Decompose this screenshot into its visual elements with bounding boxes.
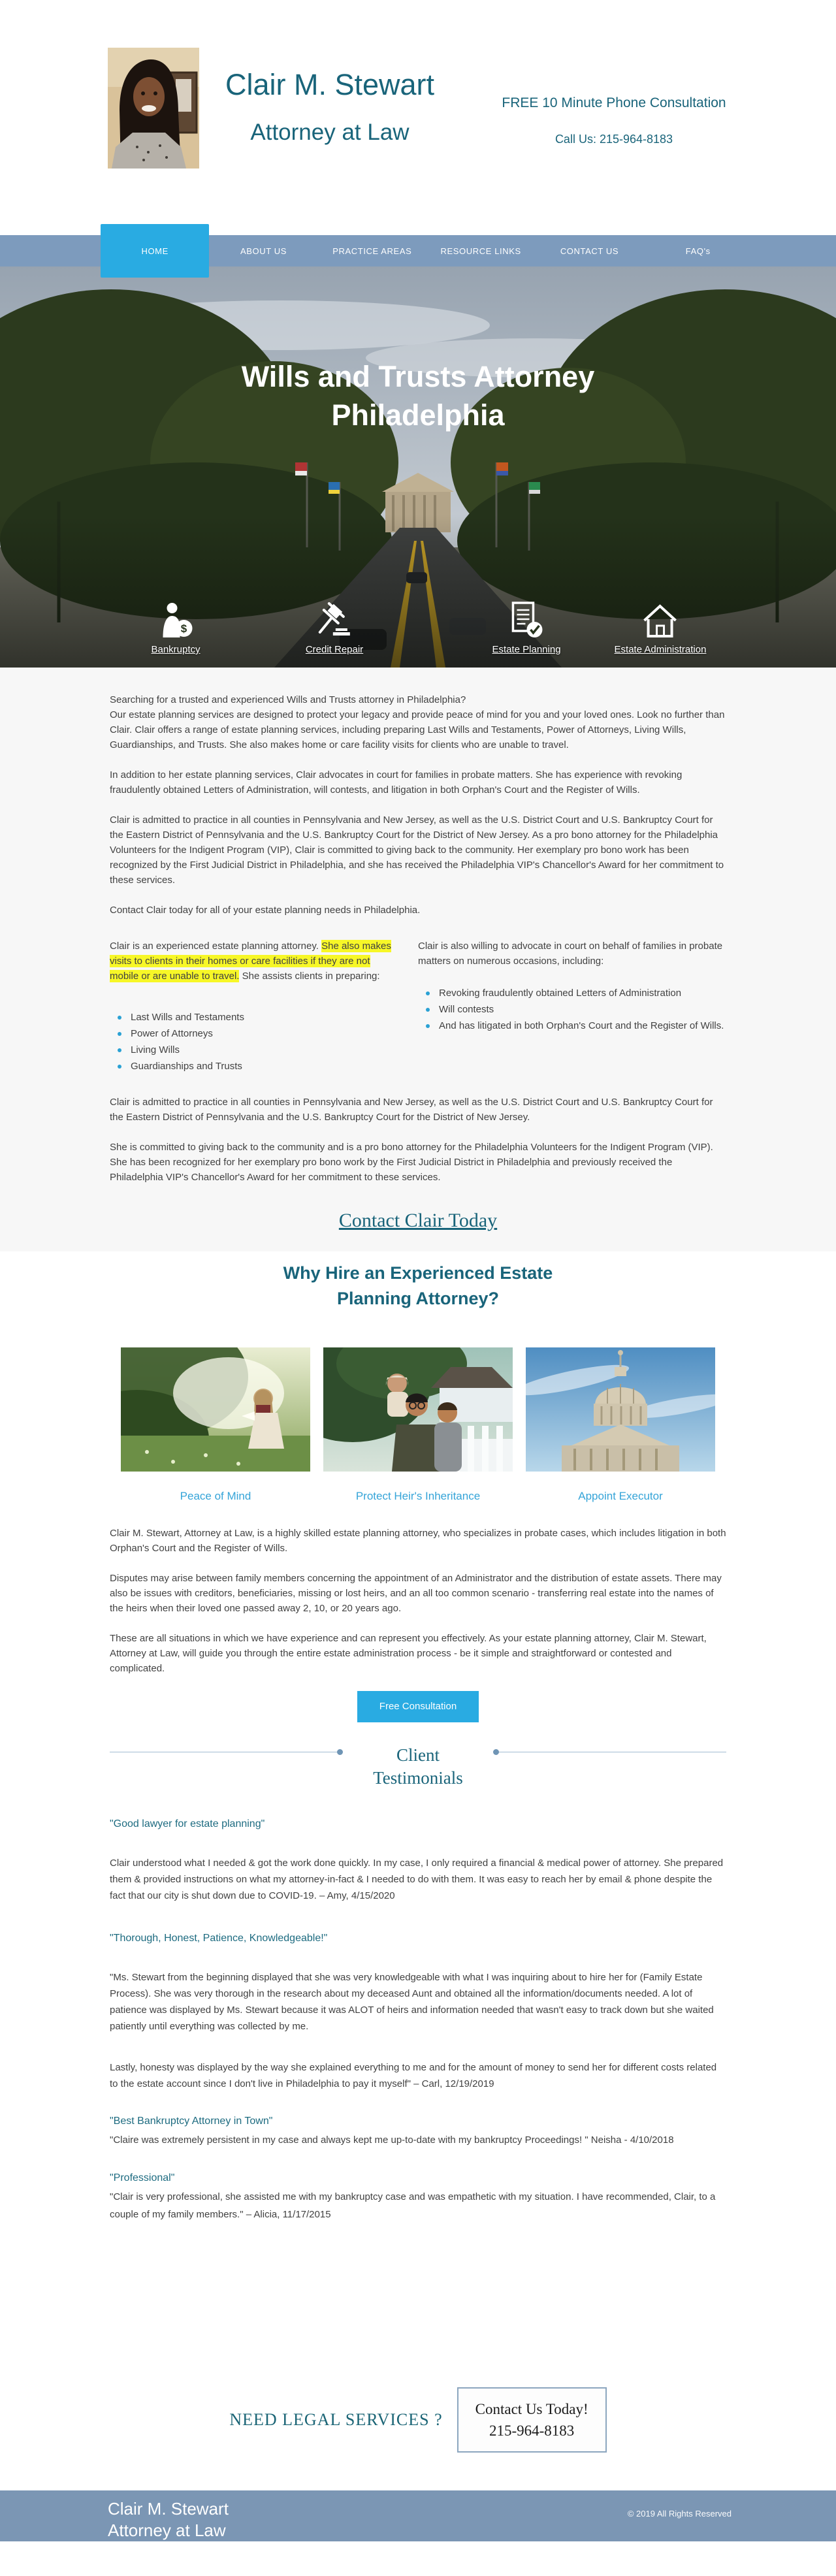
- why-hire-heading: [110, 1261, 726, 1312]
- testimonial-title: "Professional": [110, 2172, 175, 2184]
- service-link-estate-planning[interactable]: [492, 601, 560, 656]
- contact-us-box: [457, 2387, 607, 2453]
- footer-name: Clair M. Stewart: [108, 2499, 229, 2519]
- card-caption: Protect Heir's Inheritance: [355, 1490, 481, 1503]
- why-paragraph-1: Clair M. Stewart, Attorney at Law, is a highly skilled estate planning attorney, who specializes in probate cases, which includes litigation in both Orphan's Court and the Register of Wills.: [110, 1527, 726, 1554]
- nav-item-practice-areas[interactable]: PRACTICE AREAS: [332, 246, 412, 256]
- services-columns: [110, 939, 726, 1075]
- service-label-estate-planning: Estate Planning: [492, 644, 561, 655]
- service-link-bankruptcy[interactable]: [151, 601, 200, 656]
- house-icon: [615, 601, 707, 640]
- cta-section: [0, 2349, 836, 2490]
- card-protect-heirs: [323, 1347, 513, 1507]
- hero-photo: [0, 266, 836, 668]
- service-label-bankruptcy: Bankruptcy: [151, 644, 201, 655]
- bankruptcy-icon: [151, 601, 200, 640]
- nav-items: [101, 235, 752, 266]
- testimonial-2: [110, 1933, 726, 2092]
- why-paragraph-3: These are all situations in which we have experience and can represent you effectively. As your estate planning attorney, Clair M. Stewart, Attorney at Law, will guide you through the entire estate administration process - be it simple and straightforward or contested and complicated.: [110, 1632, 707, 1674]
- testimonial-1: [110, 1818, 726, 1904]
- phone-number: Call Us: 215-964-8183: [555, 133, 673, 146]
- family-photo: [323, 1347, 513, 1472]
- intro-services: Our estate planning services are designed to protect your legacy and provide peace of mind for you and your loved ones. Look no further than Clair. Clair offers a range of estate planning services, including preparing Last Wills and Testaments, Power of Attorneys, Living Wills, Guardianships, and Trusts. She also makes home or care facility visits for clients who are unable to travel.: [110, 709, 725, 750]
- capitol-photo: [526, 1347, 715, 1472]
- testimonial-body: "Claire was extremely persistent in my case and always kept me up-to-date with my bankruptcy Proceedings! " Neisha - 4/10/2018: [110, 2134, 674, 2146]
- why-paragraph-2: Disputes may arise between family members concerning the appointment of an Administrator and the distribution of estate assets. There may also be issues with creditors, beneficiaries, missing or lost heirs, and an all too common scenario - transferring real estate into the names of the heirs when their loved one passed away 2, 10, or 20 years ago.: [110, 1572, 722, 1614]
- hero-title-line1: Wills and Trusts Attorney: [241, 360, 595, 393]
- list-item: Will contests: [423, 1002, 726, 1018]
- site-title-block: [196, 69, 464, 146]
- admitted-paragraph: Clair is admitted to practice in all counties in Pennsylvania and New Jersey, as well as the U.S. District Court and U.S. Bankruptcy Court for the Eastern District of Pennsylvania and the U.S. Bankruptcy Court for the District of New Jersey.: [110, 1097, 713, 1123]
- main-nav: [0, 235, 836, 266]
- list-item: Last Wills and Testaments: [115, 1010, 392, 1025]
- footer-name-block: [108, 2498, 229, 2541]
- testimonial-title: "Thorough, Honest, Patience, Knowledgeable!": [110, 1933, 328, 1944]
- contact-clair-today-link[interactable]: Contact Clair Today: [338, 1210, 498, 1231]
- list-item: And has litigated in both Orphan's Court and the Register of Wills.: [423, 1018, 726, 1034]
- intro-paragraph-3: Clair is admitted to practice in all counties in Pennsylvania and New Jersey, as well as the U.S. District Court and U.S. Bankruptcy Court for the Eastern District of Pennsylvania and the U.S. Bankruptcy Court for the District of New Jersey. As a pro bono attorney for the Philadelphia Volunteers for the Indigent Program (VIP), Clair is committed to giving back to the community. Her exemplary pro bono work has been recognized by the First Judicial District in Philadelphia, and she has received the Philadelphia VIP's Chancellor's Award for her commitment to these services.: [110, 814, 724, 886]
- testimonial-title: "Good lawyer for estate planning": [110, 1818, 265, 1830]
- testimonial-4: [110, 2172, 726, 2223]
- contact-phone: 215-964-8183: [489, 2423, 575, 2439]
- probono-paragraph: She is committed to giving back to the community and is a pro bono attorney for the Philadelphia Volunteers for the Indigent Program (VIP). She has been recognized for her exemplary pro bono work by the First Judicial District in Philadelphia and previously received the Philadelphia VIP's Chancellor's Award for her commitment to these services.: [110, 1142, 713, 1183]
- footer-subtitle: Attorney at Law: [108, 2520, 226, 2540]
- testimonial-3: [110, 2116, 726, 2149]
- testimonial-body: "Clair is very professional, she assisted me with my bankruptcy case and was empathetic with my situation. I have recommended, Clair, to a couple of my family members." – Alicia, 11/17/2015: [110, 2191, 716, 2221]
- benefit-cards: [110, 1347, 726, 1507]
- testimonial-body: Clair understood what I needed & got the work done quickly. In my case, I only required a financial & medical power of attorney. She prepared them & provided instructions on what my attorney-in-fact & I needed to do with them. It was easy to reach her by email & phone despite the fact that our city is shut down due to COVID-19. – Amy, 4/15/2020: [110, 1858, 724, 1902]
- nav-item-home[interactable]: HOME: [101, 224, 209, 278]
- card-caption: Peace of Mind: [180, 1490, 251, 1503]
- probate-list: [423, 986, 726, 1034]
- testimonial-body: "Ms. Stewart from the beginning displayed that she was very knowledgeable with what I was inquiring about to hire her for (Family Estate Process). She was very thorough in the research about my deceased Aunt and obtained all the information/documents needed. A lot of patience was displayed by Ms. Stewart because it was ALOT of heirs and information needed that wasn't easy to track down but she waited patiently until everything was collected by me.: [110, 1972, 714, 2033]
- testimonial-title: "Best Bankruptcy Attorney in Town": [110, 2116, 273, 2127]
- probate-column: [418, 939, 726, 1075]
- divider-dot: [337, 1749, 343, 1755]
- service-link-credit-repair[interactable]: [306, 601, 363, 656]
- intro-paragraph-2: In addition to her estate planning services, Clair advocates in court for families in probate matters. She has experience with revoking fraudulently obtained Letters of Administration, will contests, and litigation in both Orphan's Court and the Register of Wills.: [110, 769, 683, 796]
- list-item: Living Wills: [115, 1042, 392, 1058]
- list-item: Power of Attorneys: [115, 1026, 392, 1042]
- testimonials-heading-line1: Client: [396, 1745, 440, 1765]
- list-item: Guardianships and Trusts: [115, 1059, 392, 1074]
- nav-item-resource-links[interactable]: RESOURCE LINKS: [440, 246, 521, 256]
- gavel-icon: [306, 601, 363, 640]
- estate-planning-intro: [110, 939, 392, 984]
- free-consultation-button[interactable]: Free Consultation: [357, 1691, 479, 1722]
- hero-title: [0, 358, 836, 434]
- highlighted-text: She also makes visits to clients in their homes or care facilities if they are not mobile or are unable to travel.: [110, 941, 391, 982]
- estate-planning-list: [115, 1010, 392, 1074]
- attorney-photo: [108, 48, 199, 169]
- intro-section: [0, 668, 836, 1251]
- testimonials-heading-block: [110, 1744, 726, 1790]
- list-item: Revoking fraudulently obtained Letters of Administration: [423, 986, 726, 1001]
- service-link-estate-administration[interactable]: [615, 601, 707, 656]
- left-intro-text: Clair is an experienced estate planning attorney.: [110, 941, 322, 952]
- estate-planning-column: [110, 939, 418, 1075]
- probate-intro: Clair is also willing to advocate in court on behalf of families in probate matters on numerous occasions, including:: [418, 941, 723, 967]
- intro-question: Searching for a trusted and experienced Wills and Trusts attorney in Philadelphia?: [110, 694, 466, 705]
- svg-text:$: $: [180, 622, 187, 635]
- hero-title-line2: Philadelphia: [331, 398, 505, 432]
- peace-of-mind-photo: [121, 1347, 310, 1472]
- header-promo-block: [474, 95, 754, 146]
- site-footer: [0, 2490, 836, 2541]
- free-consultation-text: FREE 10 Minute Phone Consultation: [502, 95, 726, 110]
- document-check-icon: [492, 601, 560, 640]
- service-label-estate-administration: Estate Administration: [614, 644, 707, 655]
- contact-us-line: Contact Us Today!: [475, 2400, 588, 2417]
- service-label-credit-repair: Credit Repair: [305, 644, 364, 655]
- nav-item-contact-us[interactable]: CONTACT US: [560, 246, 619, 256]
- footer-copyright: © 2019 All Rights Reserved: [627, 2509, 732, 2519]
- why-hire-section: [0, 1251, 836, 1716]
- site-title: Clair M. Stewart: [225, 68, 435, 101]
- why-heading-line2: Planning Attorney?: [337, 1289, 499, 1309]
- card-caption: Appoint Executor: [578, 1490, 663, 1503]
- why-heading-line1: Why Hire an Experienced Estate: [283, 1263, 553, 1283]
- testimonials-heading-line2: Testimonials: [373, 1768, 463, 1788]
- hero-banner: [0, 266, 836, 668]
- testimonial-body: Lastly, honesty was displayed by the way she explained everything to me and for the amount of money to send her for different costs related to the estate account since I don't live in Philadelphia to pay it myself" – Carl, 12/19/2019: [110, 2062, 717, 2090]
- contact-link-wrap: [110, 1210, 726, 1232]
- nav-item-faqs[interactable]: FAQ's: [685, 246, 711, 256]
- site-subtitle: Attorney at Law: [250, 119, 410, 145]
- testimonials-section: [0, 1716, 836, 2349]
- card-peace-of-mind: [121, 1347, 310, 1507]
- left-outro-text: She assists clients in preparing:: [239, 971, 380, 982]
- site-header: [0, 0, 836, 235]
- why-hire-paragraphs: [110, 1526, 726, 1676]
- intro-paragraph-4: Contact Clair today for all of your estate planning needs in Philadelphia.: [110, 905, 421, 916]
- testimonials-heading: [110, 1744, 726, 1790]
- attorney-photo-image: [108, 48, 199, 169]
- nav-item-about-us[interactable]: ABOUT US: [240, 246, 287, 256]
- need-legal-services-text: NEED LEGAL SERVICES ?: [229, 2410, 443, 2429]
- intro-paragraph-1: [110, 692, 726, 752]
- divider-dot: [493, 1749, 499, 1755]
- card-appoint-executor: [526, 1347, 715, 1507]
